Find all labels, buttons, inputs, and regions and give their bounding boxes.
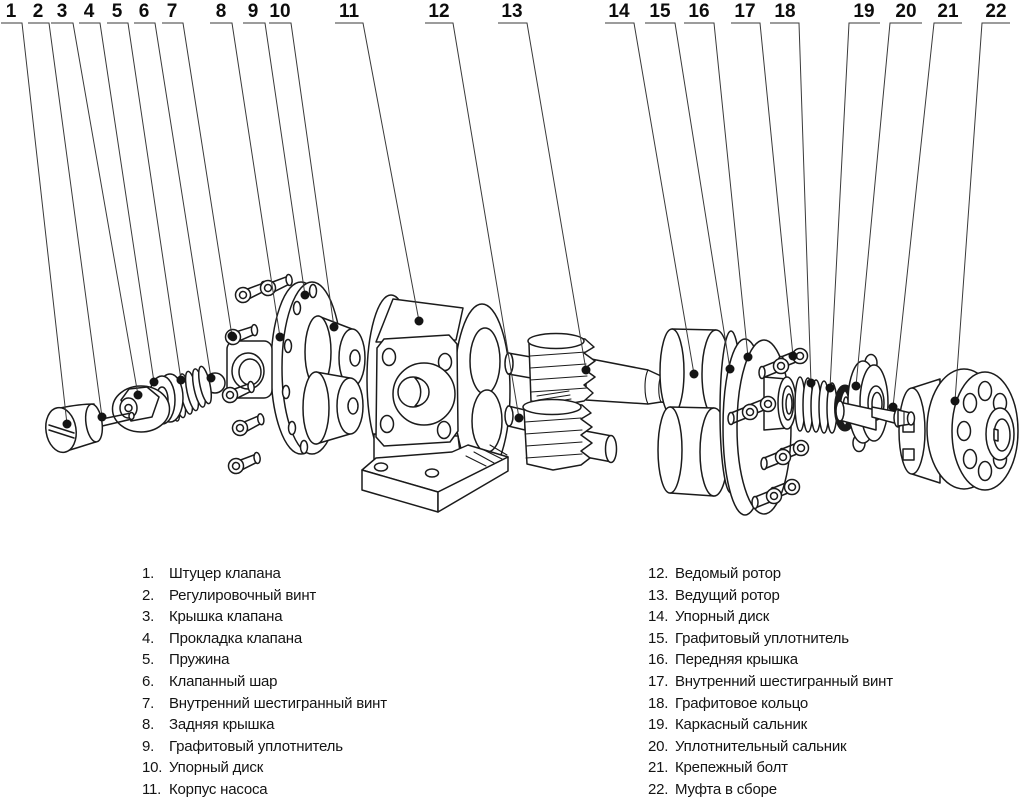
part-name: Передняя крышка	[675, 651, 798, 669]
leader-dot	[330, 323, 339, 332]
parts-list-item	[142, 736, 387, 758]
part-number: 17.	[648, 672, 669, 690]
callout-number: 15	[649, 1, 671, 22]
callout-number: 10	[269, 1, 291, 22]
leader-dot	[826, 384, 835, 393]
leader-dot	[228, 332, 237, 341]
callout-number: 13	[501, 1, 523, 22]
leader-dot	[744, 353, 753, 362]
leader-dot	[98, 413, 107, 422]
parts-list-item	[142, 757, 387, 779]
part-number: 13.	[648, 586, 669, 604]
leader-line	[28, 23, 102, 417]
leader-dot	[134, 391, 143, 400]
leader-line	[107, 23, 181, 380]
part-name: Задняя крышка	[169, 716, 275, 734]
parts-list-item	[142, 649, 387, 671]
parts-list-item	[648, 585, 893, 607]
leader-line	[498, 23, 586, 370]
callout-number: 17	[734, 1, 756, 22]
part-number: 14.	[648, 608, 669, 626]
part-14-thrust-disk-front	[658, 329, 730, 496]
callout-number: 19	[853, 1, 875, 22]
leader-dot	[852, 382, 861, 391]
part-name: Корпус насоса	[169, 780, 268, 798]
parts-list-left-column	[142, 563, 387, 801]
part-number: 5.	[142, 651, 155, 669]
part-name: Графитовый уплотнитель	[675, 629, 849, 647]
part-22-coupling-flange	[927, 369, 1018, 490]
leader-line	[856, 23, 922, 386]
parts-list-item	[142, 628, 387, 650]
part-number: 4.	[142, 629, 155, 647]
part-number: 8.	[142, 716, 155, 734]
part-number: 20.	[648, 737, 669, 755]
part-name: Упорный диск	[169, 759, 264, 777]
parts-list-item	[648, 714, 893, 736]
part-name: Штуцер клапана	[169, 565, 281, 582]
part-number: 15.	[648, 629, 669, 647]
leader-dot	[150, 378, 159, 387]
callout-number: 3	[56, 1, 68, 22]
part-10-thrust-disk-rear	[303, 316, 365, 444]
leader-dot	[63, 420, 72, 429]
parts-list-item	[648, 649, 893, 671]
leader-line	[893, 23, 962, 407]
leader-line	[605, 23, 694, 374]
callout-number: 5	[111, 1, 123, 22]
callout-number: 16	[688, 1, 710, 22]
part-number: 10.	[142, 759, 163, 777]
parts-list-item	[142, 563, 387, 585]
parts-list-item	[648, 757, 893, 779]
part-name: Графитовое кольцо	[675, 694, 809, 712]
part-name: Каркасный сальник	[675, 716, 808, 734]
part-name: Упорный диск	[675, 608, 770, 626]
leader-dot	[415, 317, 424, 326]
parts-list-item	[648, 671, 893, 693]
leader-line	[955, 23, 1010, 401]
part-name: Муфта в сборе	[675, 780, 777, 798]
parts-list-item	[142, 671, 387, 693]
leader-line	[731, 23, 793, 356]
part-number: 7.	[142, 694, 155, 712]
leader-dot	[515, 414, 524, 423]
part-number: 2.	[142, 586, 155, 604]
leader-dot	[301, 291, 310, 300]
parts-list-item	[648, 693, 893, 715]
part-name: Ведомый ротор	[675, 565, 781, 582]
part-number: 9.	[142, 737, 155, 755]
callout-number: 21	[937, 1, 959, 22]
part-name: Регулировочный винт	[169, 586, 317, 604]
leader-line	[51, 23, 138, 395]
parts-list-item	[142, 693, 387, 715]
callout-number: 6	[138, 1, 150, 22]
part-number: 6.	[142, 672, 155, 690]
leader-dot	[276, 333, 285, 342]
callout-number: 20	[895, 1, 917, 22]
part-number: 12.	[648, 565, 669, 582]
part-number: 16.	[648, 651, 669, 669]
callout-number: 4	[83, 1, 95, 22]
part-number: 1.	[142, 565, 155, 582]
part-name: Крепежный болт	[675, 759, 788, 777]
parts-list-item	[142, 606, 387, 628]
part-name: Крышка клапана	[169, 608, 283, 626]
parts-list-item	[648, 563, 893, 585]
parts-list-item	[648, 606, 893, 628]
part-name: Внутренний шестигранный винт	[675, 672, 893, 690]
part-number: 3.	[142, 608, 155, 626]
callout-number: 9	[247, 1, 259, 22]
part-number: 18.	[648, 694, 669, 712]
callout-number: 1	[5, 1, 17, 22]
part-name: Внутренний шестигранный винт	[169, 694, 387, 712]
callout-number: 14	[608, 1, 630, 22]
leader-dot	[951, 397, 960, 406]
leader-dot	[690, 370, 699, 379]
part-number: 21.	[648, 759, 669, 777]
part-number: 11.	[142, 780, 162, 798]
parts-list-right-column	[648, 563, 893, 801]
part-name: Пружина	[169, 651, 230, 669]
part-name: Прокладка клапана	[169, 629, 302, 647]
callout-number: 2	[32, 1, 44, 22]
leader-dot	[177, 376, 186, 385]
parts-list-item	[648, 736, 893, 758]
part-name: Уплотнительный сальник	[675, 737, 847, 755]
callout-number: 11	[338, 1, 360, 22]
parts-list-item	[648, 779, 893, 801]
callout-number: 18	[774, 1, 796, 22]
part-1-valve-fitting	[43, 403, 105, 454]
callout-number: 8	[215, 1, 227, 22]
leader-dot	[889, 403, 898, 412]
part-12-driven-rotor	[505, 391, 617, 470]
callout-numbers	[6, 1, 1007, 22]
leader-dot	[582, 366, 591, 375]
leader-dot	[726, 365, 735, 374]
leader-dot	[207, 374, 216, 383]
part-name: Ведущий ротор	[675, 586, 780, 604]
part-number: 19.	[648, 716, 669, 734]
callout-number: 7	[166, 1, 178, 22]
leader-line	[684, 23, 748, 357]
parts-list-item	[142, 714, 387, 736]
callout-number: 12	[428, 1, 450, 22]
part-11-pump-housing	[362, 295, 510, 512]
parts-list-item	[142, 779, 387, 801]
part-name: Клапанный шар	[169, 672, 278, 690]
callout-number: 22	[985, 1, 1007, 22]
leader-dot	[807, 379, 816, 388]
part-name: Графитовый уплотнитель	[169, 737, 343, 755]
leader-line	[645, 23, 730, 369]
parts-list-item	[648, 628, 893, 650]
part-number: 22.	[648, 780, 669, 798]
part-19-frame-oil-seal	[848, 355, 888, 452]
leader-line	[335, 23, 419, 321]
leader-dot	[789, 352, 798, 361]
parts-list-item	[142, 585, 387, 607]
